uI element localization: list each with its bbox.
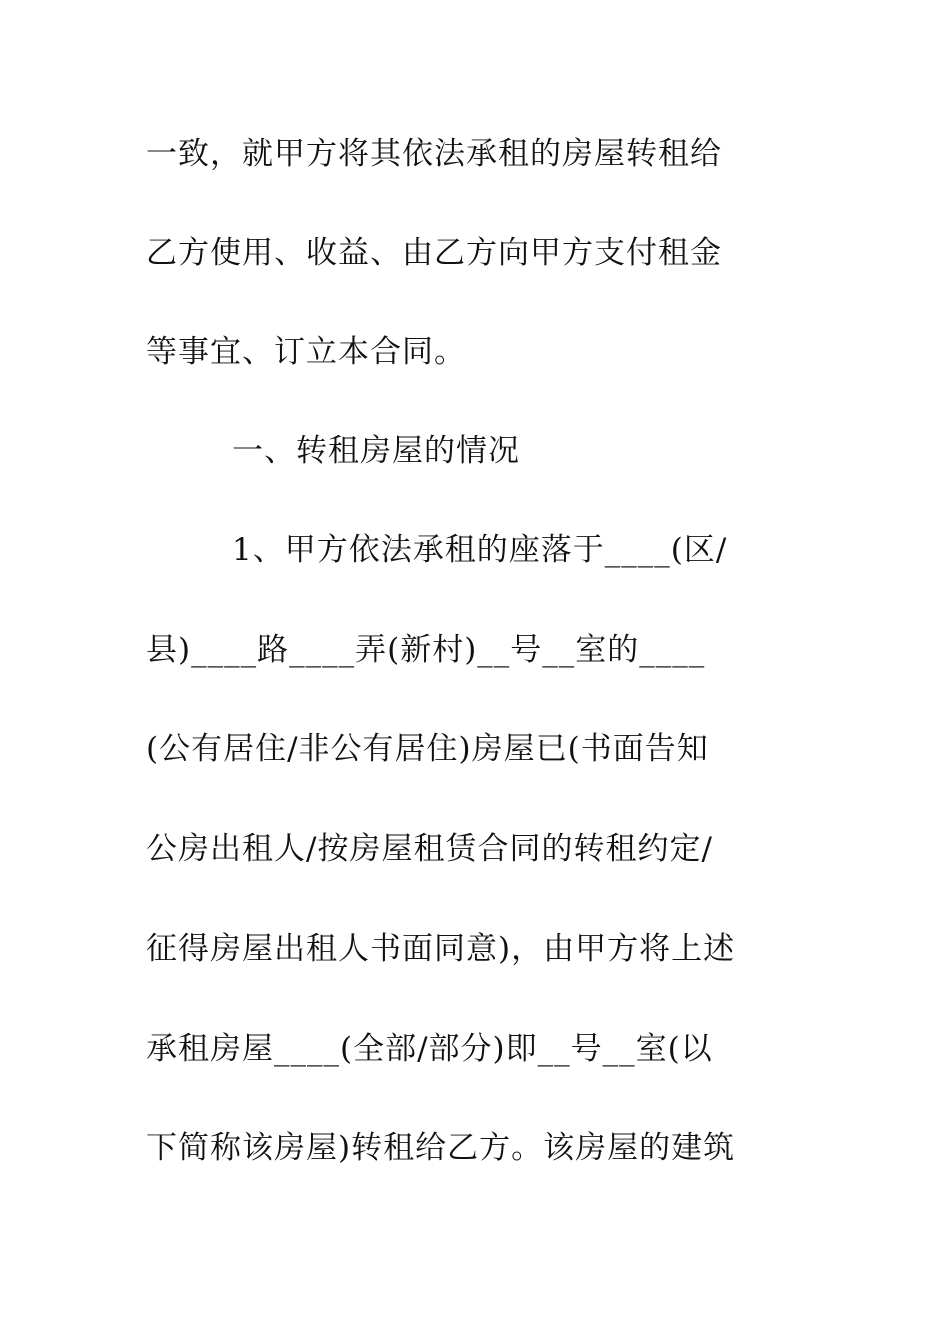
body-text-line: 一致，就甲方将其依法承租的房屋转租给: [146, 136, 722, 172]
body-text-line: 承租房屋____(全部/部分)即__号__室(以: [146, 1031, 713, 1067]
body-text-line: 县)____路____弄(新村)__号__室的____: [146, 632, 706, 668]
body-text-line: 等事宜、订立本合同。: [146, 334, 466, 370]
clause-text-line: 1、甲方依法承租的座落于____(区/: [232, 532, 728, 568]
body-text-line: 征得房屋出租人书面同意)，由甲方将上述: [146, 931, 736, 967]
body-text-line: 下简称该房屋)转租给乙方。该房屋的建筑: [146, 1130, 736, 1166]
body-text-line: 公房出租人/按房屋租赁合同的转租约定/: [146, 831, 713, 867]
body-text-line: (公有居住/非公有居住)房屋已(书面告知: [146, 731, 709, 767]
body-text-line: 乙方使用、收益、由乙方向甲方支付租金: [146, 235, 722, 271]
section-heading: 一、转租房屋的情况: [232, 433, 520, 469]
